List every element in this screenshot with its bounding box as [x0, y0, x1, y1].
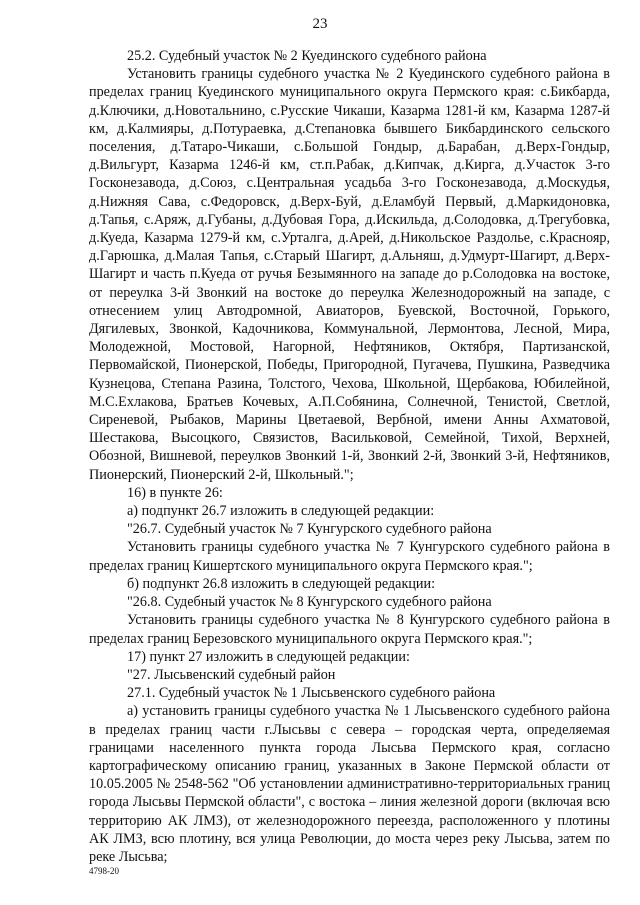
paragraph: 27.1. Судебный участок № 1 Лысьвенского судебного района [127, 685, 496, 702]
document-body [89, 47, 610, 866]
paragraph: Установить границы судебного участка № 2 Куединского судебного района в пределах границ Куединского муниципального округа Пермского края: с.Бикбарда, д.Ключики, д.Новотальнино, с.Русские Чикаши, Казарма 1281-й км, Казарма 1287-й км, д.Калмияры, д.Потураевка, д.Степановка бывшего Бикбардинского сельского поселения, д.Татаро-Чикаши, с.Большой Гондыр, д.Барабан, д.Верх-Гондыр, д.Вильгурт, Казарма 1246-й км, ст.п.Рабак, д.Кипчак, д.Кирга, д.Участок 3-го Госконезавода, д.Союз, с.Центральная усадьба 3-го Госконезавода, д.Москудья, д.Нижняя Сава, с.Федоровск, д.Верх-Буй, д.Еламбуй Первый, д.Маркидоновка, д.Тапья, с.Аряж, д.Губаны, д.Дубовая Гора, д.Искильда, д.Солодовка, д.Трегубовка, д.Куеда, Казарма 1279-й км, с.Урталга, д.Арей, д.Никольское Раздолье, с.Краснояр, д.Гарюшка, д.Малая Тапья, с.Старый Шагирт, д.Альняш, д.Удмурт-Шагирт, д.Верх-Шагирт и часть п.Куеда от ручья Безымянного на западе до р.Солодовка на востоке, от переулка 3-й Звонкий на востоке до переулка Железнодорожный на западе, с отнесением улиц Автодромной, Авиаторов, Буевской, Восточной, Горького, Дягилевых, Звонкой, Кадочникова, Коммунальной, Лермонтова, Лесной, Мира, Молодежной, Мостовой, Нагорной, Нефтяников, Октября, Партизанской, Первомайской, Пионерской, Победы, Пригородной, Пугачева, Пушкина, Разведчика Кузнецова, Степана Разина, Толстого, Чехова, Школьной, Щербакова, Юбилейной, М.С.Ехлакова, Братьев Кочевых, А.П.Собянина, Солнечной, Тенистой, Светлой, Сиреневой, Рыбаков, Марины Цветаевой, Вербной, имени Анны Ахматовой, Шестакова, Высоцкого, Связистов, Васильковой, Семейной, Тихой, Верхней, Обозной, Вишневой, переулков Звонкий 1-й, Звонкий 2-й, Звонкий 3-й, Нефтяников, Пионерский, Пионерский 2-й, Школьный."; [89, 66, 610, 483]
paragraph: а) установить границы судебного участка № 1 Лысьвенского судебного района в пределах границ части г.Лысьвы с севера – городская черта, определяемая границами населенного пункта города Лысьва Пермского края, согласно картографическому описанию границ, указанных в Законе Пермской области от 10.05.2005 № 2548-562 "Об установлении административно-территориальных границ города Лысьвы Пермской области", с востока – линия железной дороги (включая всю территорию АК ЛМЗ), от железнодорожного переезда, расположенного у плотины АК ЛМЗ, всю плотину, вся улица Революции, до моста через реку Лысьва, затем по реке Лысьва; [89, 703, 610, 865]
paragraph: Установить границы судебного участка № 8 Кунгурского судебного района в пределах границ Березовского муниципального округа Пермского края."; [89, 612, 610, 647]
document-code: 4798-20 [89, 866, 119, 876]
paragraph: Установить границы судебного участка № 7 Кунгурского судебного района в пределах границ Кишертского муниципального округа Пермского края."; [89, 539, 610, 574]
paragraph: 16) в пункте 26: [127, 484, 223, 501]
paragraph: "26.7. Судебный участок № 7 Кунгурского судебного района [127, 521, 492, 538]
paragraph: б) подпункт 26.8 изложить в следующей редакции: [127, 575, 436, 592]
section-heading: 25.2. Судебный участок № 2 Куединского судебного района [127, 48, 487, 64]
paragraph: "27. Лысьвенский судебный район [127, 666, 336, 683]
paragraph: 17) пункт 27 изложить в следующей редакции: [127, 648, 410, 665]
paragraph: "26.8. Судебный участок № 8 Кунгурского судебного района [127, 594, 492, 611]
paragraph: а) подпункт 26.7 изложить в следующей редакции: [127, 503, 435, 520]
page-number: 23 [312, 16, 328, 32]
